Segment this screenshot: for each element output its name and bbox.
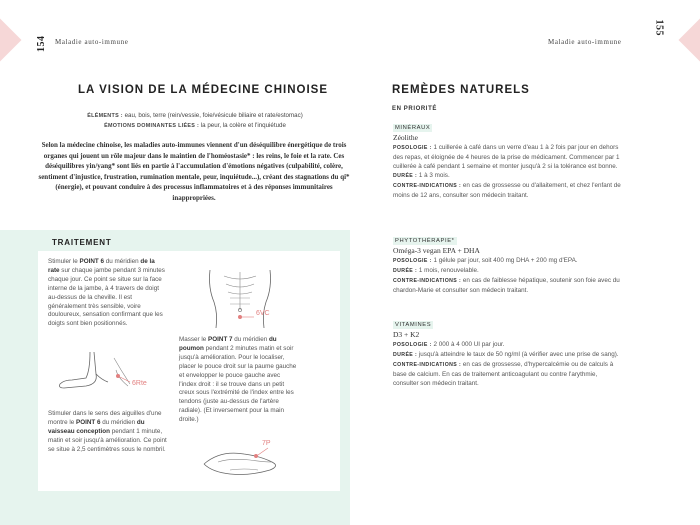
intro-paragraph: Selon la médecine chinoise, les maladies auto-immunes viennent d'un déséquilibre énergétique de trois organes qui jouent un rôle majeur dans le maintien de l'homéostasie* : les reins, le foie et la rate. Ces déséquilibres yin/yang* sont liés en partie à l'accumulation d'émotions négatives (culpabilité, colère, sentiment d'injustice, frustration, rumination mentale, peur, inquiétude...), créant des stagnations du qi* (énergie), et pouvant conduire à des processus inflammatoires et à des réponses immunitaires inappropriées. [38,141,350,202]
remedy-name-zeolithe: Zéolithe [393,133,418,142]
remedy-name-omega3: Oméga-3 vegan EPA + DHA [393,246,480,255]
label-6rte: 6Rte [132,380,147,387]
running-head-left: Maladie auto-immune [55,38,129,46]
treatment-step-3: Stimuler dans le sens des aiguilles d'une montre le POINT 6 du méridien du vaisseau conception pendant 1 minute, matin et soir jusqu'à amélioration. Ce point se situe à 2,5 centimètres sous le nombril. [48,410,167,453]
remedy-0-details: POSOLOGIE : 1 cuillerée à café dans un verre d'eau 1 à 2 fois par jour en dehors des repas, et éloignée de 4 heures de la prise de médicament. Commencer par 1 cuillerée à café pendant 1 semaine et monter jusqu'à 2 si la tolérance est bonne. DURÉE : 1 à 3 mois. CONTRE-INDICATIONS : en cas de grossesse ou d'allaitement, et chez l'enfant de moins de 12 ans, consulter son médecin traitant. [393,144,621,199]
torso-illustration [204,268,276,330]
elements-block [40,111,350,131]
elements-label: ÉLÉMENTS : [87,113,123,119]
emotions-text: la peur, la colère et l'inquiétude [200,122,286,129]
page-number-left: 154 [36,35,47,52]
remedy-category-phyto: PHYTOTHÉRAPIE* [395,238,455,244]
corner-decoration-left [0,15,21,66]
corner-decoration-right [679,15,700,66]
remedy-category-vitamins: VITAMINES [395,322,432,328]
remedy-name-d3k2: D3 + K2 [393,330,420,339]
label-7p: 7P [262,440,271,447]
remedy-2-details: POSOLOGIE : 2 000 à 4 000 UI par jour. DURÉE : jusqu'à atteindre le taux de 50 ng/ml (à vérifier avec une prise de sang). CONTRE-INDICATIONS : en cas de grossesse, d'hypercalcémie ou de calculs à base de calcium. En cas de traitement anticoagulant ou contre l'arythmie, consulter son médecin traitant. [393,341,619,387]
elements-text: eau, bois, terre (rein/vessie, foie/vésicule biliaire et rate/estomac) [124,112,303,119]
page-number-right: 155 [653,19,664,36]
treatment-step-1: Stimuler le POINT 6 du méridien de la rate sur chaque jambe pendant 3 minutes chaque jour. Ce point se situe sur la face interne de la jambe, à 4 travers de doigt au-dessus de la cheville. Il est généralement très sensible, voire douloureux, sensation confirmant que les doigts sont bien positionnés. [48,258,165,328]
treatment-title: TRAITEMENT [52,238,112,247]
treatment-step-2: Masser le POINT 7 du méridien du poumon pendant 2 minutes matin et soir jusqu'à amélioration. Pour le localiser, placer le pouce droit sur la paume gauche et envelopper le pouce gauche avec l'index droit : il se trouve dans un petit creux sous l'extrémité de l'index entre les tendons (juste au-dessus de l'artère radiale). (Et inversement pour la main droite.) [179,336,297,424]
running-head-right: Maladie auto-immune [548,38,622,46]
foot-illustration [56,350,156,395]
right-page-title: REMÈDES NATURELS [392,84,530,96]
emotions-label: ÉMOTIONS DOMINANTES LIÉES : [104,123,200,129]
hands-illustration [200,440,290,480]
priority-heading: EN PRIORITÉ [392,106,437,112]
label-6vc: 6VC [256,310,270,317]
remedy-1-details: POSOLOGIE : 1 gélule par jour, soit 400 mg DHA + 200 mg d'EPA. DURÉE : 1 mois, renouvelable. CONTRE-INDICATIONS : en cas de faiblesse hépatique, soutenir son foie avec du chardon-Marie et consulter son médecin traitant. [393,257,620,294]
remedy-category-minerals: MINÉRAUX [395,125,431,131]
left-page-title: LA VISION DE LA MÉDECINE CHINOISE [77,84,329,96]
